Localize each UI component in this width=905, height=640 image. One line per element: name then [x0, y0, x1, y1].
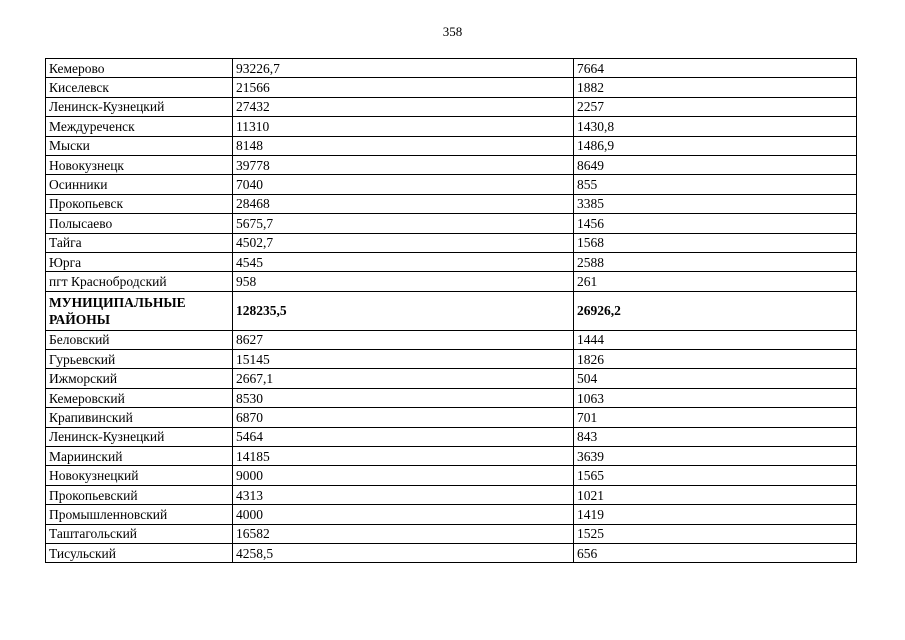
- row-name-cell: Кемеровский: [46, 388, 233, 407]
- row-value2-cell: 26926,2: [574, 291, 857, 330]
- row-value1-cell: 8530: [233, 388, 574, 407]
- row-value2-cell: 7664: [574, 59, 857, 78]
- table-row: [46, 233, 857, 252]
- row-name-cell: Юрга: [46, 252, 233, 271]
- table-row: [46, 175, 857, 194]
- row-name-cell: Ижморский: [46, 369, 233, 388]
- row-name-cell: Ленинск-Кузнецкий: [46, 427, 233, 446]
- row-name-cell: Новокузнецкий: [46, 466, 233, 485]
- row-value2-cell: 2257: [574, 97, 857, 116]
- row-value1-cell: 27432: [233, 97, 574, 116]
- row-name-cell: Междуреченск: [46, 117, 233, 136]
- row-value1-cell: 93226,7: [233, 59, 574, 78]
- row-name-cell: Киселевск: [46, 78, 233, 97]
- row-value1-cell: 11310: [233, 117, 574, 136]
- row-name-cell: Полысаево: [46, 214, 233, 233]
- table-row: [46, 485, 857, 504]
- row-value2-cell: 261: [574, 272, 857, 291]
- table-row: [46, 543, 857, 562]
- row-value2-cell: 1021: [574, 485, 857, 504]
- row-value1-cell: 21566: [233, 78, 574, 97]
- row-value1-cell: 9000: [233, 466, 574, 485]
- row-value1-cell: 5464: [233, 427, 574, 446]
- row-value2-cell: 1882: [574, 78, 857, 97]
- row-value2-cell: 1430,8: [574, 117, 857, 136]
- row-value1-cell: 5675,7: [233, 214, 574, 233]
- table-row: [46, 252, 857, 271]
- table-row: [46, 447, 857, 466]
- table-row: [46, 350, 857, 369]
- row-name-cell: Кемерово: [46, 59, 233, 78]
- table-row: [46, 272, 857, 291]
- row-value2-cell: 1063: [574, 388, 857, 407]
- row-value1-cell: 15145: [233, 350, 574, 369]
- table-row: [46, 524, 857, 543]
- row-value2-cell: 1568: [574, 233, 857, 252]
- table-row: [46, 194, 857, 213]
- row-value2-cell: 855: [574, 175, 857, 194]
- table-row: [46, 117, 857, 136]
- row-value2-cell: 504: [574, 369, 857, 388]
- row-value1-cell: 8148: [233, 136, 574, 155]
- row-value1-cell: 39778: [233, 155, 574, 174]
- table-row: [46, 97, 857, 116]
- table-row: [46, 427, 857, 446]
- table-row: [46, 388, 857, 407]
- row-value1-cell: 2667,1: [233, 369, 574, 388]
- row-value2-cell: 701: [574, 408, 857, 427]
- row-name-cell: Ленинск-Кузнецкий: [46, 97, 233, 116]
- row-value2-cell: 656: [574, 543, 857, 562]
- data-table: [45, 58, 857, 563]
- row-value1-cell: 8627: [233, 330, 574, 349]
- row-value1-cell: 14185: [233, 447, 574, 466]
- table-row: [46, 214, 857, 233]
- row-name-cell: Беловский: [46, 330, 233, 349]
- table-row: [46, 408, 857, 427]
- row-value2-cell: 1419: [574, 505, 857, 524]
- row-name-cell: Мыски: [46, 136, 233, 155]
- row-name-cell: Прокопьевский: [46, 485, 233, 504]
- row-value2-cell: 1525: [574, 524, 857, 543]
- row-value1-cell: 128235,5: [233, 291, 574, 330]
- row-value1-cell: 4313: [233, 485, 574, 504]
- row-value1-cell: 28468: [233, 194, 574, 213]
- row-value2-cell: 1456: [574, 214, 857, 233]
- table-row: [46, 78, 857, 97]
- row-value2-cell: 1486,9: [574, 136, 857, 155]
- row-name-cell: Гурьевский: [46, 350, 233, 369]
- table-row: [46, 505, 857, 524]
- row-value2-cell: 843: [574, 427, 857, 446]
- row-value1-cell: 4000: [233, 505, 574, 524]
- row-name-cell: Промышленновский: [46, 505, 233, 524]
- row-value2-cell: 1565: [574, 466, 857, 485]
- row-value2-cell: 2588: [574, 252, 857, 271]
- row-name-cell: Осинники: [46, 175, 233, 194]
- row-value1-cell: 4258,5: [233, 543, 574, 562]
- row-value1-cell: 4545: [233, 252, 574, 271]
- row-name-cell: Тисульский: [46, 543, 233, 562]
- row-name-cell: МУНИЦИПАЛЬНЫЕ РАЙОНЫ: [46, 291, 233, 330]
- row-value2-cell: 8649: [574, 155, 857, 174]
- table-row: [46, 291, 857, 330]
- page-number: 358: [442, 24, 463, 39]
- table-row: [46, 330, 857, 349]
- table-row: [46, 369, 857, 388]
- table-row: [46, 59, 857, 78]
- table-row: [46, 136, 857, 155]
- row-name-cell: пгт Краснобродский: [46, 272, 233, 291]
- row-value2-cell: 1444: [574, 330, 857, 349]
- row-name-cell: Тайга: [46, 233, 233, 252]
- row-value1-cell: 4502,7: [233, 233, 574, 252]
- row-name-cell: Прокопьевск: [46, 194, 233, 213]
- row-value1-cell: 16582: [233, 524, 574, 543]
- row-name-cell: Таштагольский: [46, 524, 233, 543]
- row-value2-cell: 1826: [574, 350, 857, 369]
- row-value2-cell: 3385: [574, 194, 857, 213]
- row-value1-cell: 6870: [233, 408, 574, 427]
- table-body: [46, 59, 857, 563]
- row-name-cell: Мариинский: [46, 447, 233, 466]
- row-value2-cell: 3639: [574, 447, 857, 466]
- row-value1-cell: 958: [233, 272, 574, 291]
- row-value1-cell: 7040: [233, 175, 574, 194]
- table-row: [46, 155, 857, 174]
- table-row: [46, 466, 857, 485]
- row-name-cell: Новокузнецк: [46, 155, 233, 174]
- row-name-cell: Крапивинский: [46, 408, 233, 427]
